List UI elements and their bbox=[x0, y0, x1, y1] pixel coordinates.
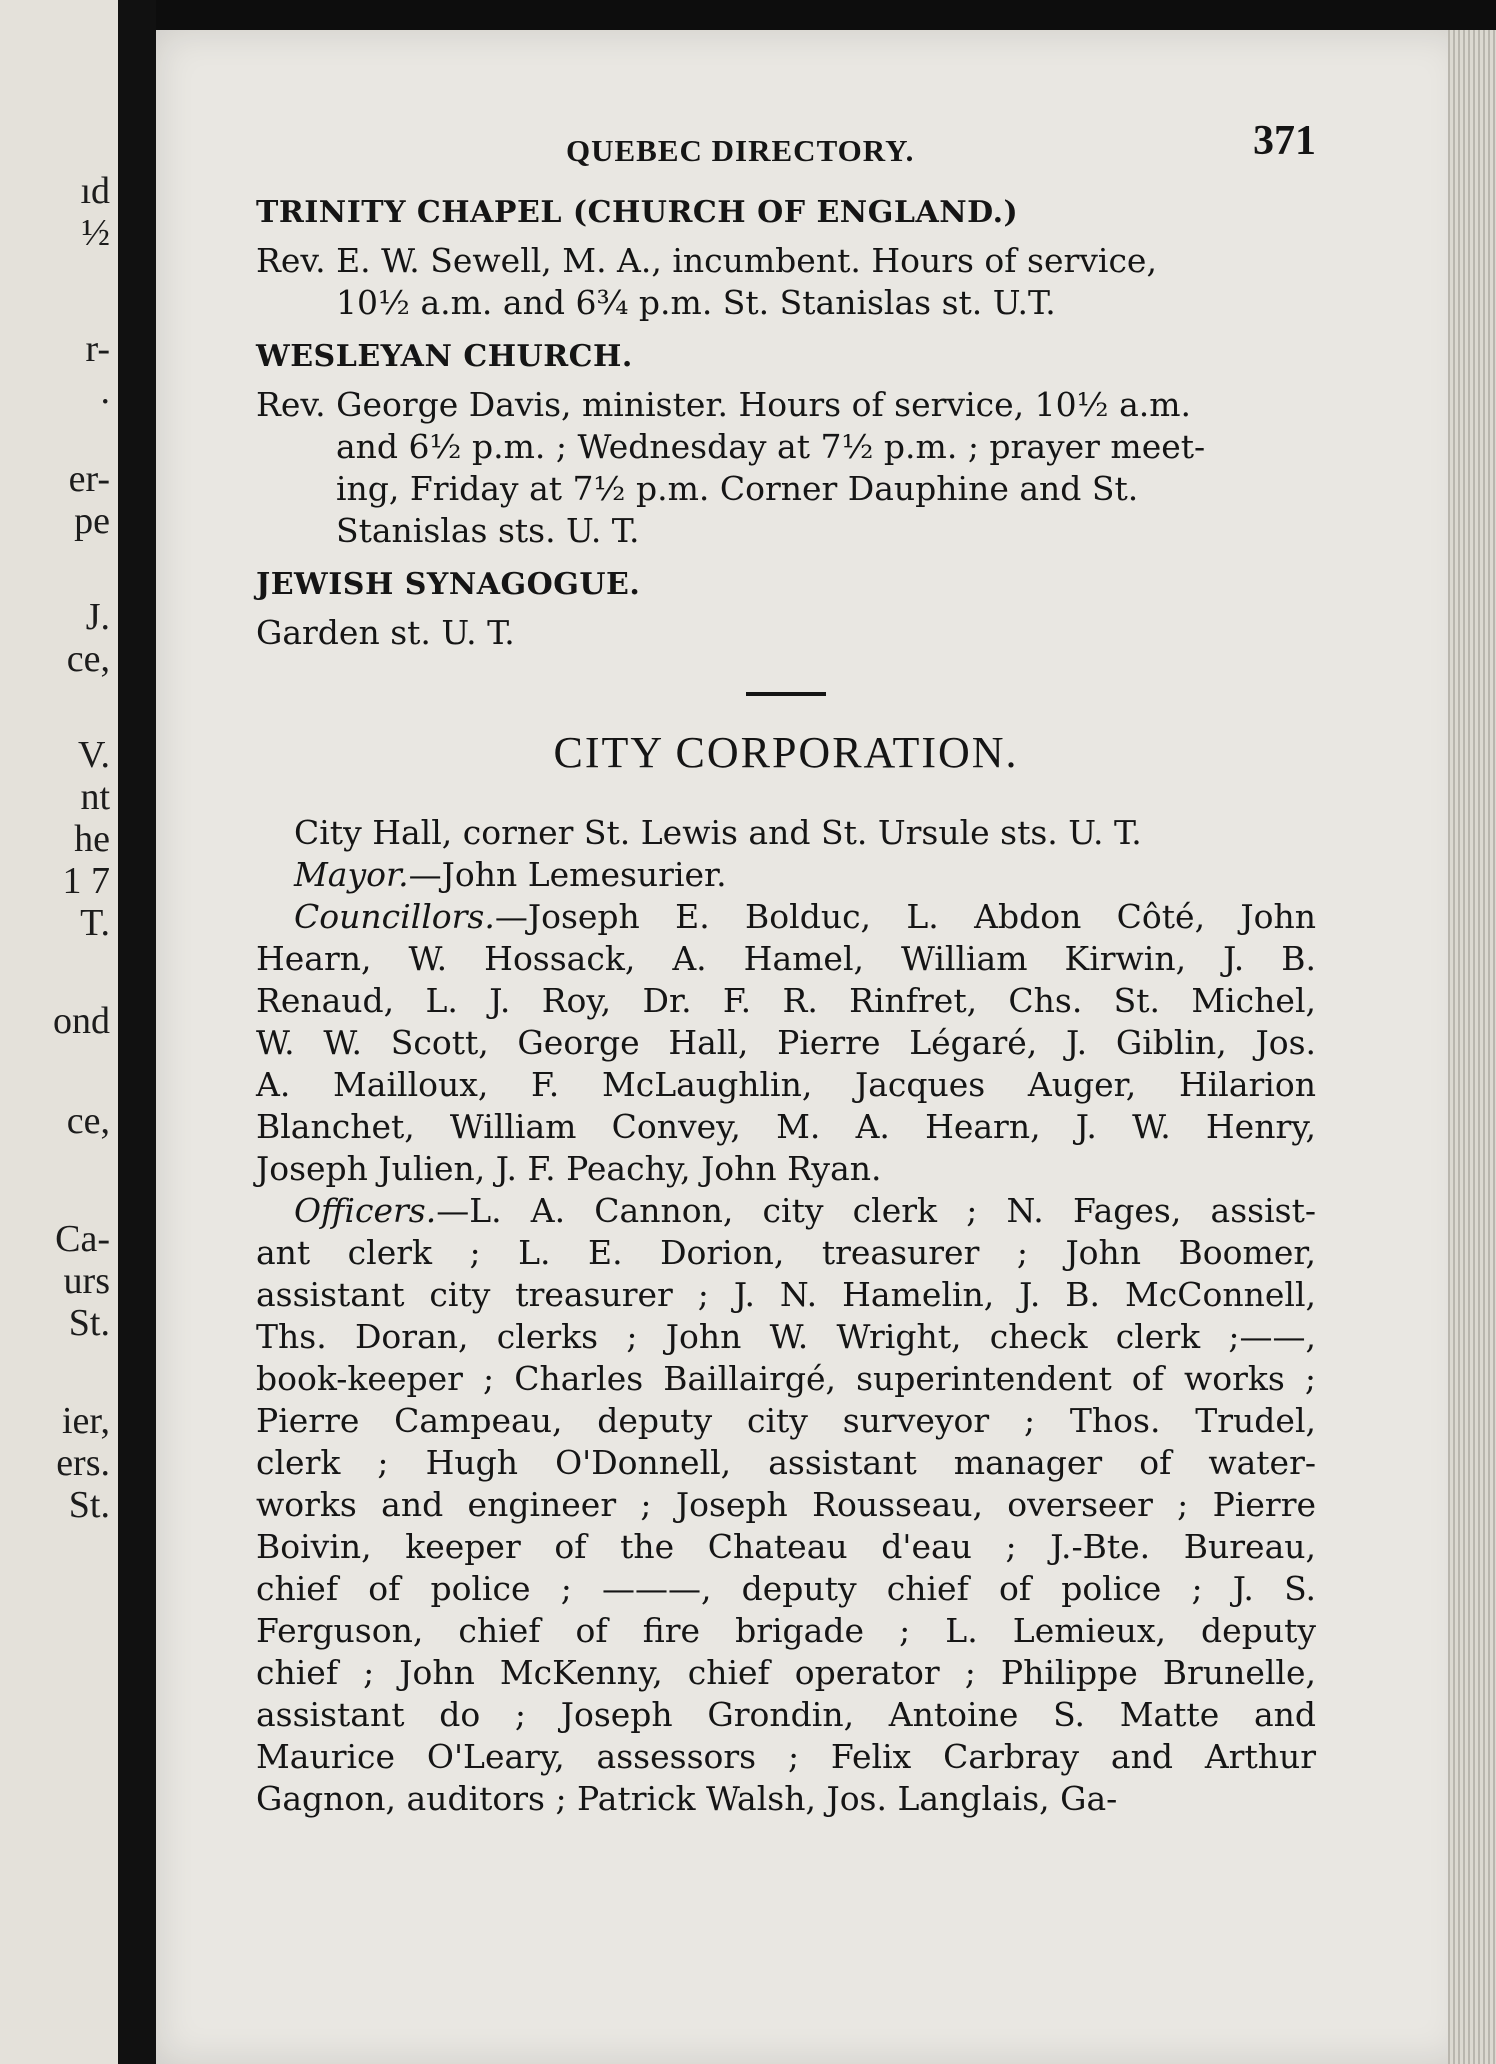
officers-line: assistant city treasurer ; J. N. Hamelin, J. B. McConnell, bbox=[256, 1275, 1316, 1314]
address-line: City Hall, corner St. Lewis and St. Ursule sts. U. T. bbox=[294, 813, 1142, 852]
officers-label: Officers. bbox=[294, 1191, 437, 1230]
officers-line: book-keeper ; Charles Baillairgé, superintendent of works ; bbox=[256, 1359, 1316, 1398]
facing-page-text: St. bbox=[68, 1484, 110, 1526]
councillors-line: A. Mailloux, F. McLaughlin, Jacques Auger, Hilarion bbox=[256, 1065, 1316, 1104]
entry-line: Rev. George Davis, minister. Hours of service, 10½ a.m. bbox=[256, 385, 1192, 424]
facing-page-text: Ca- bbox=[55, 1218, 110, 1260]
officers-line: chief of police ; ———, deputy chief of police ; J. S. bbox=[256, 1569, 1316, 1608]
facing-page-text: ½ bbox=[81, 212, 110, 254]
councillors-paragraph bbox=[256, 896, 1316, 1190]
officers-line: assistant do ; Joseph Grondin, Antoine S. Matte and bbox=[256, 1695, 1316, 1734]
facing-page-text: r- bbox=[85, 328, 110, 370]
facing-page-text: ier, bbox=[61, 1400, 110, 1442]
facing-page-text: J. bbox=[85, 596, 110, 638]
entry-body bbox=[256, 240, 1316, 324]
book-gutter bbox=[118, 0, 156, 2064]
running-head bbox=[256, 120, 1316, 180]
page-edges bbox=[1448, 30, 1496, 2064]
entry-heading: JEWISH SYNAGOGUE. bbox=[256, 567, 641, 602]
entry-line: and 6½ p.m. ; Wednesday at 7½ p.m. ; prayer meet- bbox=[336, 427, 1206, 466]
officers-line: chief ; John McKenny, chief operator ; Philippe Brunelle, bbox=[256, 1653, 1316, 1692]
page-text bbox=[256, 120, 1316, 1820]
page-number: 371 bbox=[1253, 118, 1316, 164]
facing-page-text: ce, bbox=[66, 1100, 110, 1142]
officers-line: Maurice O'Leary, assessors ; Felix Carbray and Arthur bbox=[256, 1737, 1316, 1776]
facing-page-text: St. bbox=[68, 1302, 110, 1344]
entry-line: ing, Friday at 7½ p.m. Corner Dauphine and St. bbox=[336, 469, 1139, 508]
officers-line: Boivin, keeper of the Chateau d'eau ; J.-Bte. Bureau, bbox=[256, 1527, 1316, 1566]
councillors-label: Councillors. bbox=[294, 897, 495, 936]
facing-page-text: pe bbox=[74, 500, 110, 542]
facing-page-text: urs bbox=[63, 1260, 110, 1302]
officers-paragraph bbox=[256, 1190, 1316, 1820]
facing-page-text: er- bbox=[68, 458, 110, 500]
entry-line: 10½ a.m. and 6¾ p.m. St. Stanislas st. U.T. bbox=[336, 283, 1056, 322]
officers-line: Ferguson, chief of fire brigade ; L. Lemieux, deputy bbox=[256, 1611, 1316, 1650]
mayor-line bbox=[256, 854, 1316, 896]
officers-line: ant clerk ; L. E. Dorion, treasurer ; John Boomer, bbox=[256, 1233, 1316, 1272]
councillors-line: Hearn, W. Hossack, A. Hamel, William Kirwin, J. B. bbox=[256, 939, 1316, 978]
facing-page-text: ond bbox=[53, 1000, 110, 1042]
facing-page-text: V. bbox=[77, 734, 110, 776]
mayor-label: Mayor. bbox=[294, 855, 409, 894]
officers-line: Pierre Campeau, deputy city surveyor ; Thos. Trudel, bbox=[256, 1401, 1316, 1440]
officers-line: Officers.—L. A. Cannon, city clerk ; N. Fages, assist- bbox=[294, 1191, 1316, 1230]
facing-page-text: T. bbox=[80, 902, 110, 944]
entry-line: Rev. E. W. Sewell, M. A., incumbent. Hours of service, bbox=[256, 241, 1157, 280]
facing-page-text: he bbox=[74, 818, 110, 860]
councillors-line: Blanchet, William Convey, M. A. Hearn, J. W. Henry, bbox=[256, 1107, 1316, 1146]
councillors-line: W. W. Scott, George Hall, Pierre Légaré, J. Giblin, Jos. bbox=[256, 1023, 1316, 1062]
officers-line: works and engineer ; Joseph Rousseau, overseer ; Pierre bbox=[256, 1485, 1316, 1524]
councillors-line: Renaud, L. J. Roy, Dr. F. R. Rinfret, Chs. St. Michel, bbox=[256, 981, 1316, 1020]
section-title: CITY CORPORATION. bbox=[553, 728, 1019, 777]
councillors-line: Joseph Julien, J. F. Peachy, John Ryan. bbox=[256, 1149, 882, 1188]
facing-page-text: ıd bbox=[80, 170, 110, 212]
entry-body bbox=[256, 384, 1316, 552]
facing-page-text: nt bbox=[80, 776, 110, 818]
facing-page-text: . bbox=[100, 370, 110, 412]
facing-page-text: ers. bbox=[56, 1442, 110, 1484]
entry-line: Stanislas sts. U. T. bbox=[336, 511, 640, 550]
entry-heading: TRINITY CHAPEL (CHURCH OF ENGLAND.) bbox=[256, 195, 1019, 230]
facing-page-fragment bbox=[0, 0, 118, 2064]
mayor-text: —John Lemesurier. bbox=[408, 855, 727, 894]
running-head-title: QUEBEC DIRECTORY. bbox=[566, 133, 915, 168]
officers-line: clerk ; Hugh O'Donnell, assistant manager of water- bbox=[256, 1443, 1316, 1482]
facing-page-text: 1 7 bbox=[62, 860, 110, 902]
officers-line: Gagnon, auditors ; Patrick Walsh, Jos. Langlais, Ga- bbox=[256, 1779, 1118, 1818]
entry-line: Garden st. U. T. bbox=[256, 613, 515, 652]
facing-page-text: ce, bbox=[66, 638, 110, 680]
city-hall-address bbox=[256, 812, 1316, 854]
mayor-paragraph bbox=[256, 854, 1316, 896]
entry-heading: WESLEYAN CHURCH. bbox=[256, 339, 633, 374]
councillors-line: Councillors.—Joseph E. Bolduc, L. Abdon Côté, John bbox=[294, 897, 1316, 936]
directory-page bbox=[156, 30, 1466, 2064]
officers-line: Ths. Doran, clerks ; John W. Wright, check clerk ;——, bbox=[256, 1317, 1316, 1356]
section-divider bbox=[746, 692, 826, 696]
entry-body bbox=[256, 612, 1316, 654]
church-entries bbox=[256, 192, 1316, 654]
